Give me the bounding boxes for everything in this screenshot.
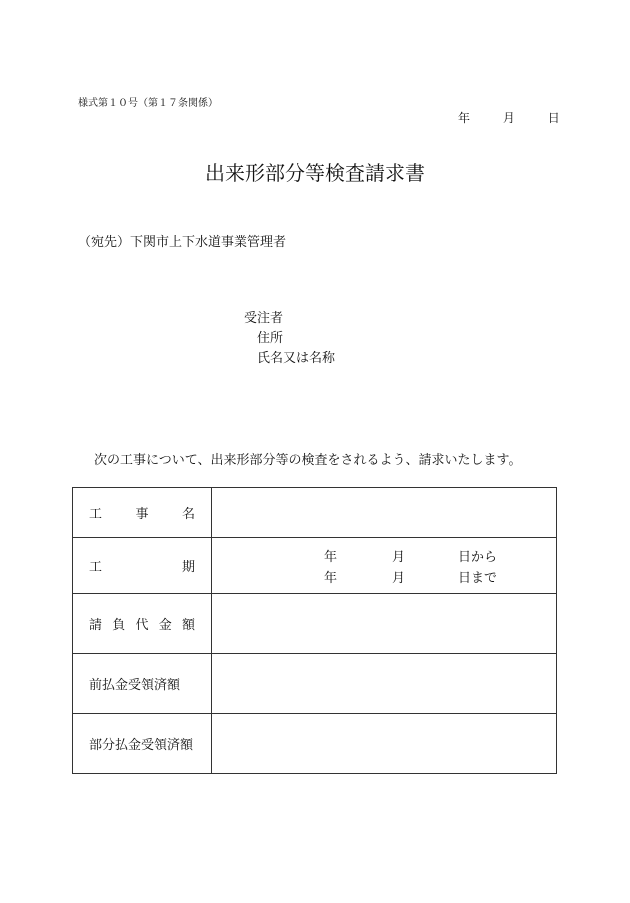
label-char: 工 (89, 507, 103, 522)
date-year: 年 (458, 111, 471, 125)
contract-amount-field[interactable] (212, 594, 557, 654)
info-table (72, 487, 557, 774)
table-row (73, 594, 557, 654)
advance-received-label: 前払金受領済額 (73, 654, 212, 714)
period-to-month: 月 (392, 571, 406, 586)
table-row (73, 714, 557, 774)
partial-received-field[interactable] (212, 714, 557, 774)
advance-received-field[interactable] (212, 654, 557, 714)
addressee: （宛先）下関市上下水道事業管理者 (78, 235, 287, 250)
address-label: 住所 (257, 331, 284, 346)
period-from-day: 日から (458, 550, 498, 565)
label-char: 名 (181, 507, 195, 522)
table-row (73, 488, 557, 538)
date-line (458, 109, 560, 126)
name-label: 氏名又は名称 (257, 351, 336, 366)
form-number: 様式第１０号（第１７条関係） (78, 98, 218, 109)
label-char: 負 (112, 618, 126, 633)
construction-name-label (73, 488, 212, 538)
partial-received-label: 部分払金受領済額 (73, 714, 212, 774)
period-to-day: 日まで (458, 571, 498, 586)
date-day: 日 (547, 111, 560, 125)
label-char: 代 (135, 618, 149, 633)
label-char: 期 (181, 560, 195, 575)
contract-amount-label (73, 594, 212, 654)
contractor-block (244, 309, 335, 369)
period-field[interactable] (212, 538, 557, 594)
contractor-heading: 受注者 (244, 311, 284, 326)
period-to-year: 年 (324, 571, 338, 586)
table-row (73, 654, 557, 714)
period-from-year: 年 (324, 550, 338, 565)
request-text: 次の工事について、出来形部分等の検査をされるよう、請求いたします。 (94, 453, 522, 468)
construction-name-field[interactable] (212, 488, 557, 538)
period-from-month: 月 (392, 550, 406, 565)
label-char: 工 (89, 560, 103, 575)
date-month: 月 (502, 111, 515, 125)
page-title: 出来形部分等検査請求書 (205, 161, 425, 185)
label-char: 請 (89, 618, 103, 633)
label-char: 事 (135, 507, 149, 522)
label-char: 金 (158, 618, 172, 633)
period-label (73, 538, 212, 594)
label-char: 額 (181, 618, 195, 633)
table-row (73, 538, 557, 594)
